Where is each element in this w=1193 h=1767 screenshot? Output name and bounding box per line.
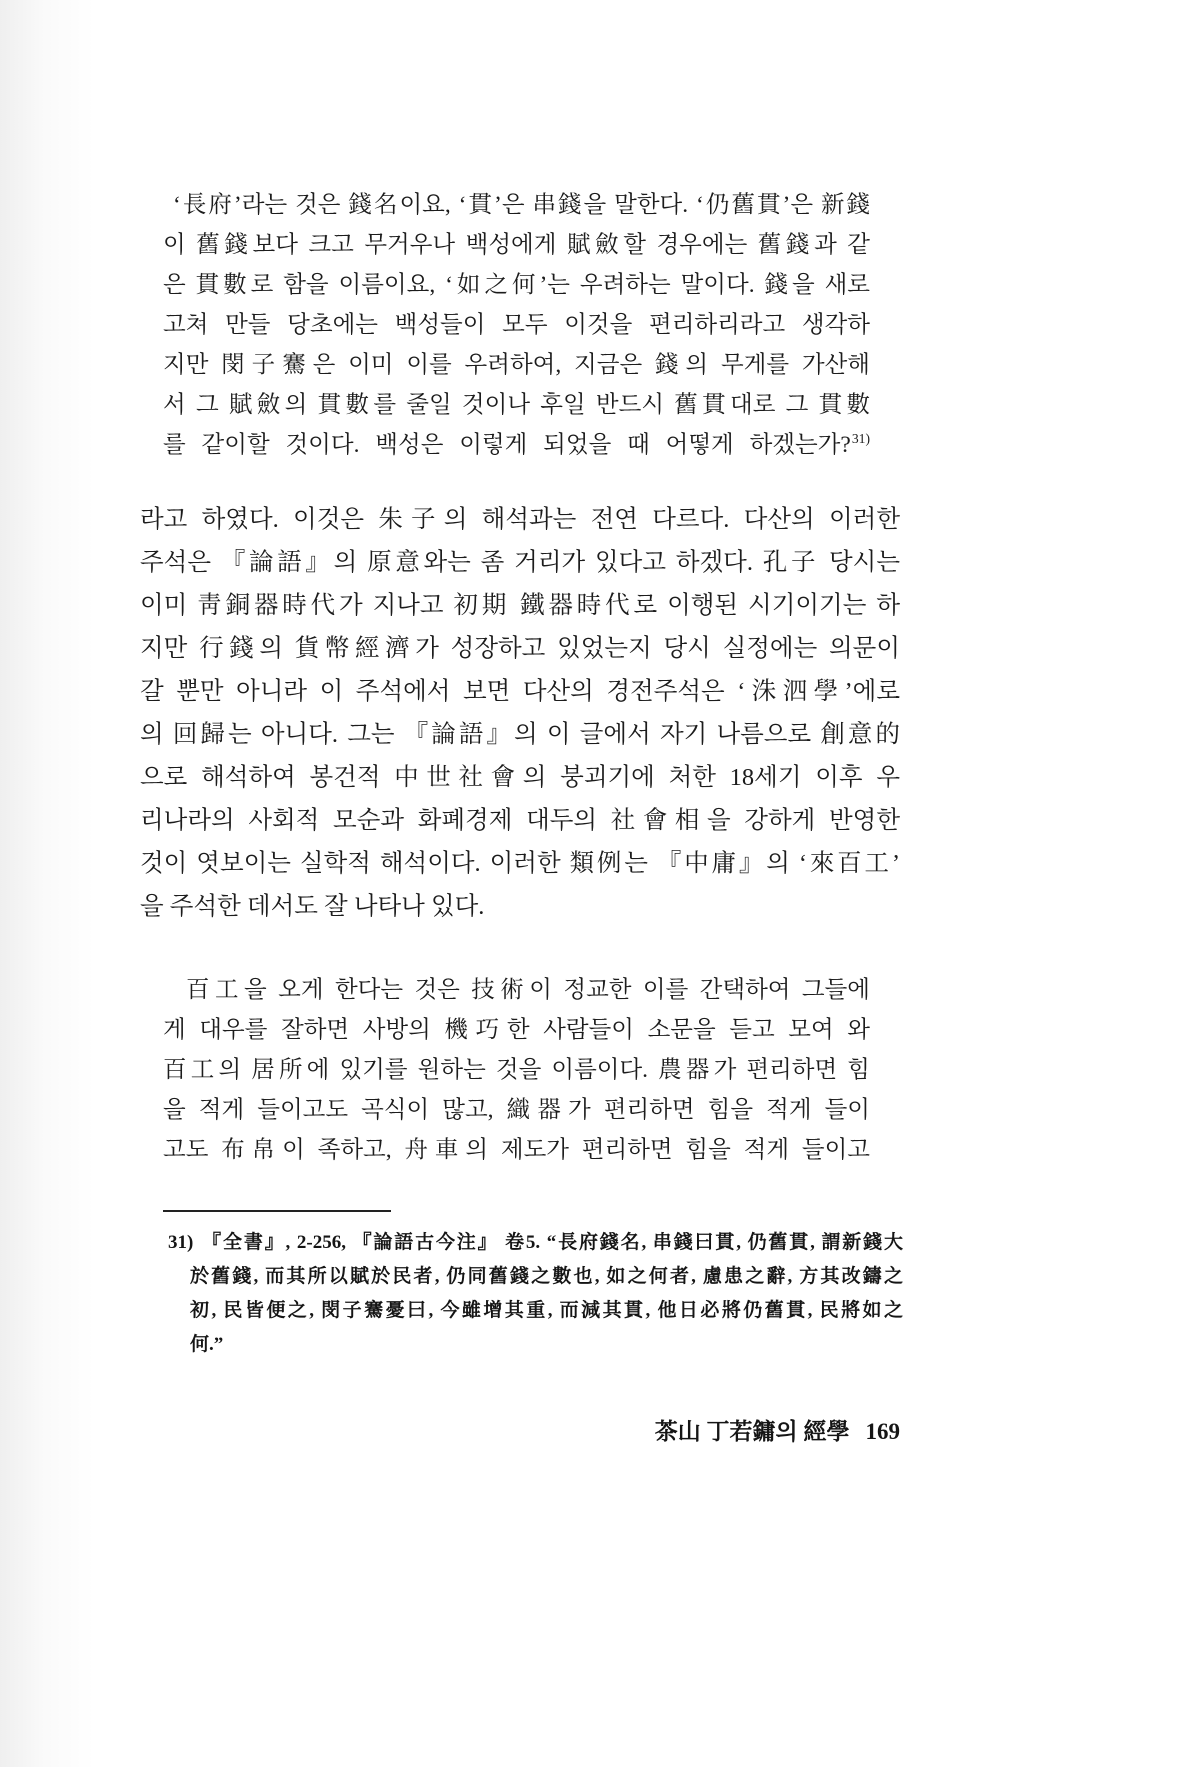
paragraph-line: 것이 엿보이는 실학적 해석이다. 이러한 類例는 『中庸』의 ‘來百工’	[140, 850, 900, 877]
quote-line	[163, 425, 870, 465]
paragraph-line: 으로 해석하여 봉건적 中世社會의 붕괴기에 처한 18세기 이후 우	[140, 764, 900, 791]
paragraph-line: 주석은 『論語』의 原意와는 좀 거리가 있다고 하겠다. 孔子 당시는	[140, 549, 900, 576]
body-paragraph	[140, 498, 900, 928]
footnote-line	[168, 1226, 903, 1260]
paragraph-line: 의 回歸는 아니다. 그는 『論語』의 이 글에서 자기 나름으로 創意的	[140, 721, 900, 748]
quote-line: 고도 布帛이 족하고, 舟車의 제도가 편리하면 힘을 적게 들이고	[163, 1137, 870, 1163]
quote-line: 百工을 오게 한다는 것은 技術이 정교한 이를 간택하여 그들에	[186, 977, 870, 1003]
paragraph-line: 리나라의 사회적 모순과 화폐경제 대두의 社會相을 강하게 반영한	[140, 807, 900, 834]
paragraph-line: 이미 靑銅器時代가 지나고 初期 鐵器時代로 이행된 시기이기는 하	[140, 592, 900, 619]
footnote-line: 何.”	[190, 1334, 224, 1355]
quote-line: ‘長府’라는 것은 錢名이요, ‘貫’은 串錢을 말한다. ‘仍舊貫’은 新錢	[173, 192, 870, 218]
footnote-line: 於舊錢, 而其所以賦於民者, 仍同舊錢之數也, 如之何者, 慮患之辭, 方其改鑄之	[190, 1266, 903, 1287]
page-number: 169	[865, 1419, 900, 1444]
paragraph-line: 라고 하였다. 이것은 朱子의 해석과는 전연 다르다. 다산의 이러한	[140, 506, 900, 533]
quote-line: 게 대우를 잘하면 사방의 機巧한 사람들이 소문을 듣고 모여 와	[163, 1017, 870, 1043]
quote-line: 이 舊錢보다 크고 무거우나 백성에게 賦斂할 경우에는 舊錢과 같	[163, 232, 870, 258]
quote-line-text: 를 같이할 것이다. 백성은 이렇게 되었을 때 어떻게 하겠는가?	[163, 432, 851, 458]
footnote-text: 『全書』, 2-256, 『論語古今注』 卷5. “長府錢名, 串錢曰貫, 仍舊貫, 謂新錢大	[200, 1232, 903, 1253]
running-title: 茶山 丁若鏞의 經學	[654, 1419, 850, 1444]
running-footer	[655, 1417, 900, 1447]
paragraph-line: 갈 뿐만 아니라 이 주석에서 보면 다산의 경전주석은 ‘洙泗學’에로	[140, 678, 900, 705]
footnote	[168, 1226, 903, 1362]
paragraph-line: 지만 行錢의 貨幣經濟가 성장하고 있었는지 당시 실정에는 의문이	[140, 635, 900, 662]
quote-line: 은 貫數로 함을 이름이요, ‘如之何’는 우려하는 말이다. 錢을 새로	[163, 272, 870, 298]
quote-line: 을 적게 들이고도 곡식이 많고, 織器가 편리하면 힘을 적게 들이	[163, 1097, 870, 1123]
quote-line: 지만 閔子騫은 이미 이를 우려하여, 지금은 錢의 무게를 가산해	[163, 352, 870, 378]
footnote-separator	[163, 1210, 391, 1212]
footnote-reference: 31)	[851, 431, 870, 447]
paragraph-line: 을 주석한 데서도 잘 나타나 있다.	[140, 893, 485, 920]
block-quote	[163, 185, 870, 465]
quote-line: 百工의 居所에 있기를 원하는 것을 이름이다. 農器가 편리하면 힘	[163, 1057, 870, 1083]
block-quote	[163, 970, 870, 1170]
quote-line: 고쳐 만들 당초에는 백성들이 모두 이것을 편리하리라고 생각하	[163, 312, 870, 338]
footnote-line: 初, 民皆便之, 閔子騫憂曰, 今雖增其重, 而減其貫, 他日必將仍舊貫, 民將如之	[190, 1300, 903, 1321]
footnote-number: 31)	[168, 1232, 194, 1253]
quote-line: 서 그 賦斂의 貫數를 줄일 것이나 후일 반드시 舊貫대로 그 貫數	[163, 392, 870, 418]
